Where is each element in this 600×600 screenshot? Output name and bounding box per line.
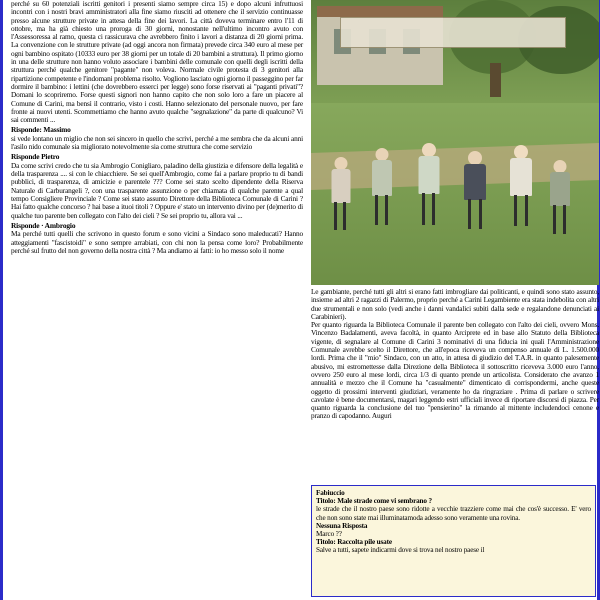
paragraph: Le gambiante, perché tutti gli altri si erano fatti imbrogliare dai politicanti, e quindi sono stato assunto, insieme ad altri 2 ragazzi di Palermo, proprio perché a Carini Legambiente era stata indebolita con altri due strumentali e non solo (vedi anche i danni vandalici subiti dalla sede e regalandone denunciati ai Carabinieri).: [311, 287, 599, 321]
photo-building-roof: [317, 6, 444, 17]
child-figure: [328, 157, 354, 233]
left-text-column: [11, 0, 303, 600]
child-figure: [369, 148, 395, 230]
comments-box: [311, 485, 596, 597]
reply-heading: Risponde: Massimo: [11, 125, 71, 135]
photo-tree-trunk: [490, 63, 502, 97]
child-figure: [415, 143, 443, 231]
paragraph: Da come scrivi credo che tu sia Ambrogio Conigliaro, paladino della giustizia e difensore della legalità e della trasparenza .... si con le chiacchiere. Se sei quell'Ambrogio, come fai a parlare proprio tu di bandi pubblici, di trasparenza, di amicizie e parentele ??? Come sei stato scelto dipendente della Riserva Naturale di Carburangeli ?, con una trasparente assunzione o per chiamata di qualche parente a qual tempo Consigliere Provinciale ? Come sei stato assunto Direttore della Biblioteca Comunale di Carini ? Hai fatto qualche concorso ? hai base a ituoi titoli ? Oppure e' stato un intervento divino per (de)merito di qualche tuo parente ben collegato con l'alto dei cieli ? Se sei proprio tu, allora vai ...: [11, 160, 303, 220]
comment-body: Marco ??: [316, 530, 342, 539]
paragraph: si vede lontano un miglio che non sei sincero in quello che scrivi, perché a me sembra che da alcuni anni l'asilo nido comunale sia migliorato notevolmente sia come struttura che come servizio: [11, 133, 303, 152]
paragraph: Ma perché tutti quelli che scrivono in questo forum e sono vicini a Sindaco sono maleducati? Hanno atteggiamenti "fascistoidi" e sono sempre arrabiati, con chi non la pensa come loro? Probabilmente perché sul frutto del non governo della nostra città ? Ma andiamo ai fatti: io ho messo solo il nome: [11, 229, 303, 255]
child-figure: [507, 145, 535, 233]
child-figure: [547, 160, 573, 240]
children-outdoor-photo: [311, 0, 599, 285]
child-figure: [461, 151, 489, 237]
paragraph: perché su 60 potenziali iscritti genitori i presenti siamo sempre circa 15) e dopo alcuni infruttuosi incontri con i nostri bravi amministratori alla fine siamo riusciti ad ottenere che il servizio continuasse presso alcune strutture private in attesa della fine dei lavori. La città doveva terminare entro l'11 di ottobre, ma ha già chiesto una proroga di 30 giorni, nonostante nell'ultimo incontro avuto con l'Assessoressa al ramo, questa ci rassicurava che avrebbero finito i lavori a distanza di 20 giorni prima. La convenzione con le strutture private (ad oggi ancora non firmata) prevede circa 340 euro al mese per ogni bambino ospitato (10333 euro per 38 giorni per un totale di 20 bambini a struttura). Il primo giorno in una delle strutture non hanno voluto associare i bambini delle comunale con quelli degli iscritti della struttura perché qualche genitore "pagante" non voleva. Normale civile protesta di 3 genitori alla ripartizione competente e l'indomani problema risolto. Vogliono lasciato ogni giorno il passeggino per far dormire il bambino: i lettini (che dovrebbero esserci per legge) sono forse riservati ai "paganti privati"? Domani lo scopriremo. Forse questi signori non hanno capito che non solo loro a fare un piacere al Comune di Carini, ma bensì il contrario, visto i costi. Hanno selezionato del personale nuovo, per fare fronte ai nuovi utenti. Scommettiamo che hanno avuto qualche "segnalazione" da parte di qualcuno? Vi sai commenti ...: [11, 0, 303, 125]
comment-title: Titolo: Male strade come vi sembrano ?: [316, 497, 432, 506]
comment-body: le strade che il nostro paese sono ridotte a vecchie trazziere come mai che cos'è successo. E' vero che non sono state mai illuminatamoda adesso sono veramente una rovina.: [316, 505, 591, 522]
photo-banner: [340, 17, 567, 48]
comment-title: Titolo: Raccolta pile usate: [316, 538, 392, 547]
comment-author: Nessuna Risposta: [316, 521, 368, 530]
paragraph: Per quanto riguarda la Biblioteca Comunale il parente ben collegato con l'alto dei cieli, ovvero Mons. Vincenzo Badalamenti, aveva facoltà, in quanto Arciprete ed in base allo Statuto della Biblioteca vigente, di segnalare al Comune di Carini 3 nominativi di una fiducia ini quali l'Amministrazione Comunale avrebbe scelto il Direttore, che all'epoca riceveva un compenso annuale di L. 1.500.000 lordi. Prima che il "mio" Sindaco, con un atto, in attesa di giudizio del T.A.R. in quanto palesemente abusivo, mi estromettesse dalla Direzione della Biblioteca il sottoscritto riceveva 3.000 euro l'anno, ovvero 250 euro al mese lordi, circa 1/3 di quanto prende un articolista. Considerato che avanzo 1 annualità e mezzo che il Comune ha "casualmente" dimenticato di corrispondermi, anche queste oggetto di prossimi interventi giudiziari, veramente ho da ringraziare . Prima di parlare o scrivere cavolate è bene documentarsi, magari leggendo estri ufficiali invece di riportare discorsi di piazza. Per quanto riguarda la conclusione del tuo "pensierino" la rimando al mittente includendoci cenone e pranzo di capodanno. Auguri: [311, 320, 599, 421]
reply-heading: Risponde · Ambrogio: [11, 220, 76, 230]
comment-author: Fabiuccio: [316, 489, 345, 497]
right-text-column: [311, 288, 599, 483]
comment-body: Salve a tutti, sapete indicarmi dove si trova nel nostro paese il: [316, 546, 485, 555]
reply-heading: Risponde Pietro: [11, 152, 60, 162]
